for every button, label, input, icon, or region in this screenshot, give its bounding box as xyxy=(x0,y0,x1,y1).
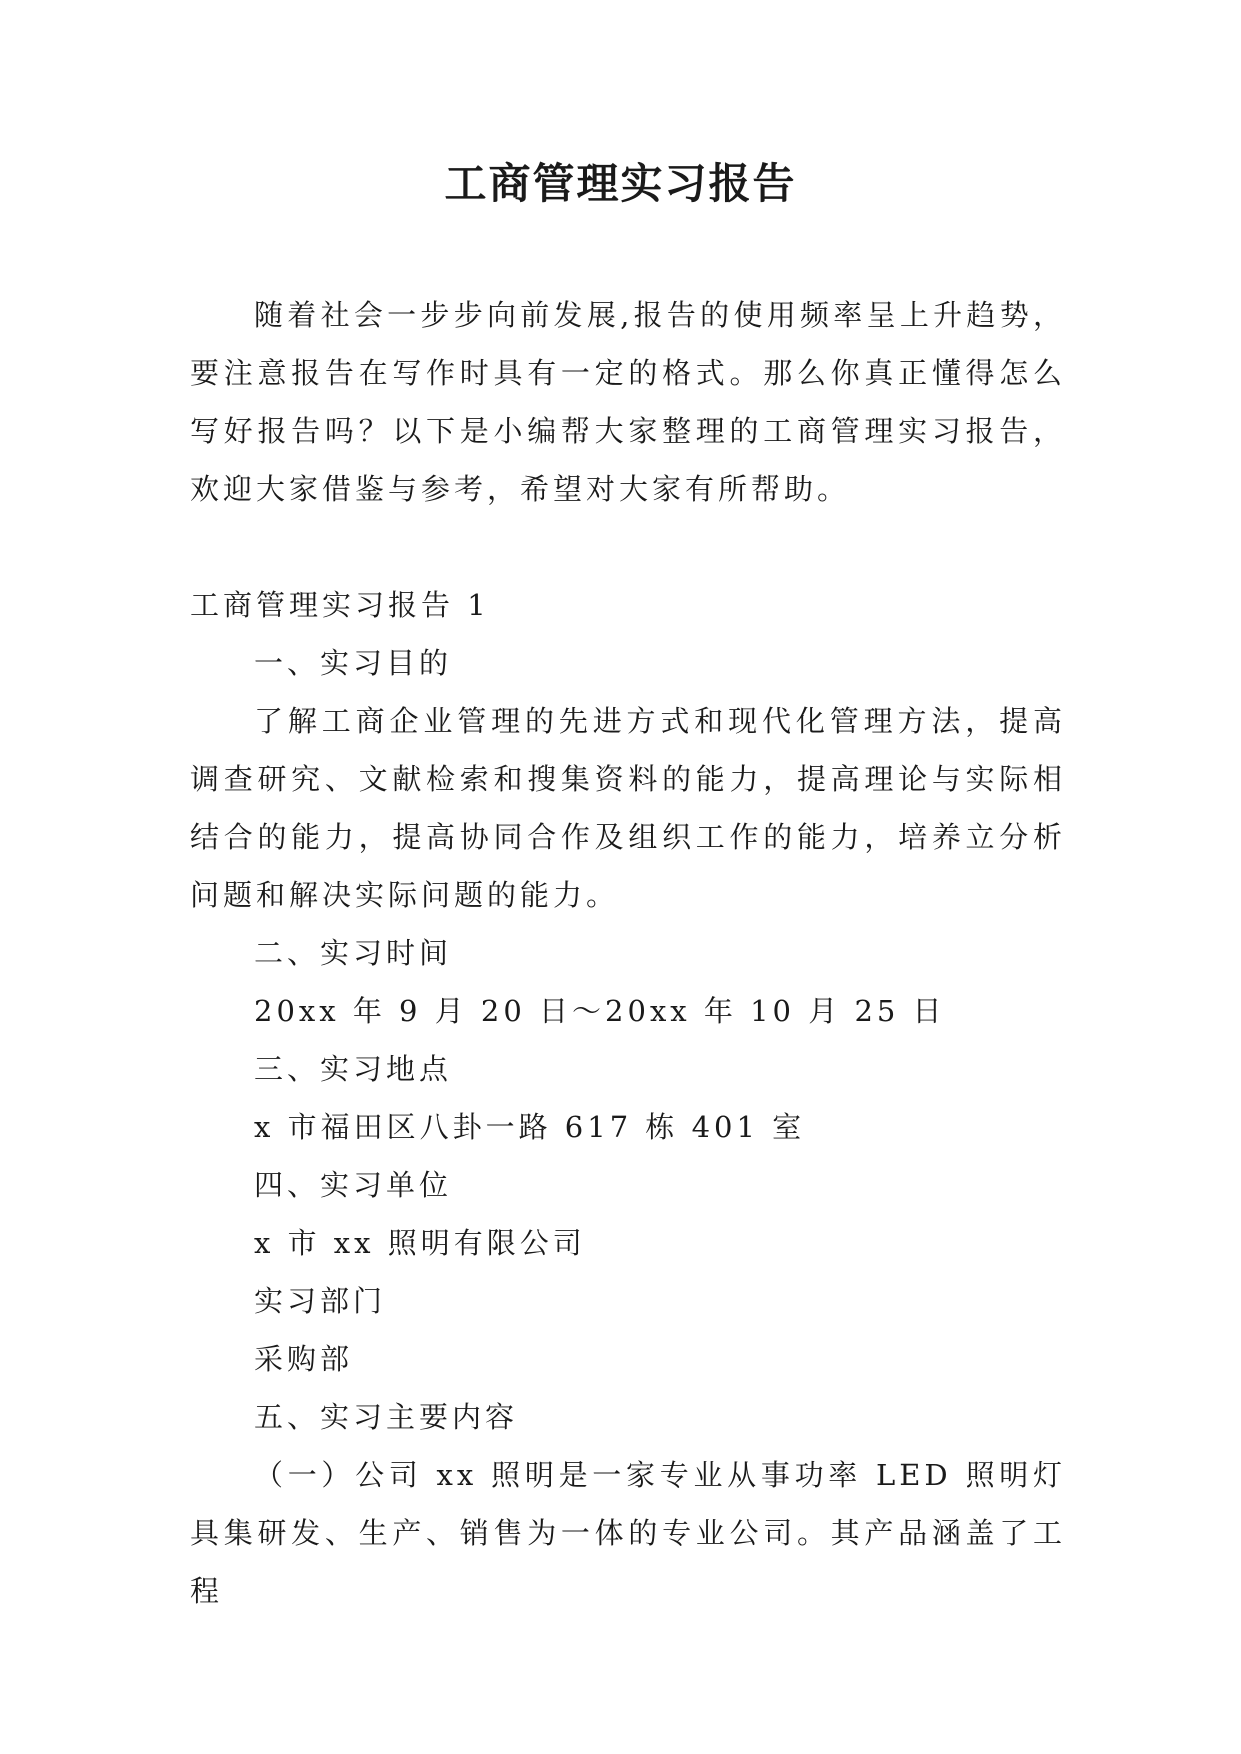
department-value: 采购部 xyxy=(254,1342,354,1376)
content-paragraph: （一）公司 xx 照明是一家专业从事功率 LED 照明灯具集研发、生产、销售为一体的专业公司。其产品涵盖了工程 xyxy=(190,1458,1066,1608)
document-body xyxy=(190,286,1066,1620)
unit-heading: 四、实习单位 xyxy=(254,1168,453,1202)
unit-value: x 市 xx 照明有限公司 xyxy=(254,1226,586,1260)
intro-paragraph: 随着社会一步步向前发展,报告的使用频率呈上升趋势，要注意报告在写作时具有一定的格式。那么你真正懂得怎么写好报告吗？以下是小编帮大家整理的工商管理实习报告，欢迎大家借鉴与参考，希望对大家有所帮助。 xyxy=(190,298,1066,506)
department-heading: 实习部门 xyxy=(254,1284,387,1318)
content-heading: 五、实习主要内容 xyxy=(254,1400,519,1434)
location-value: x 市福田区八卦一路 617 栋 401 室 xyxy=(254,1110,806,1144)
location-heading: 三、实习地点 xyxy=(254,1052,453,1086)
report-section-title: 工商管理实习报告 1 xyxy=(190,588,490,622)
purpose-heading: 一、实习目的 xyxy=(254,646,453,680)
time-heading: 二、实习时间 xyxy=(254,936,453,970)
time-value: 20xx 年 9 月 20 日～20xx 年 10 月 25 日 xyxy=(254,994,946,1028)
purpose-paragraph: 了解工商企业管理的先进方式和现代化管理方法，提高调查研究、文献检索和搜集资料的能力，提高理论与实际相结合的能力，提高协同合作及组织工作的能力，培养立分析问题和解决实际问题的能力。 xyxy=(190,704,1066,912)
document-title: 工商管理实习报告 xyxy=(444,159,797,208)
